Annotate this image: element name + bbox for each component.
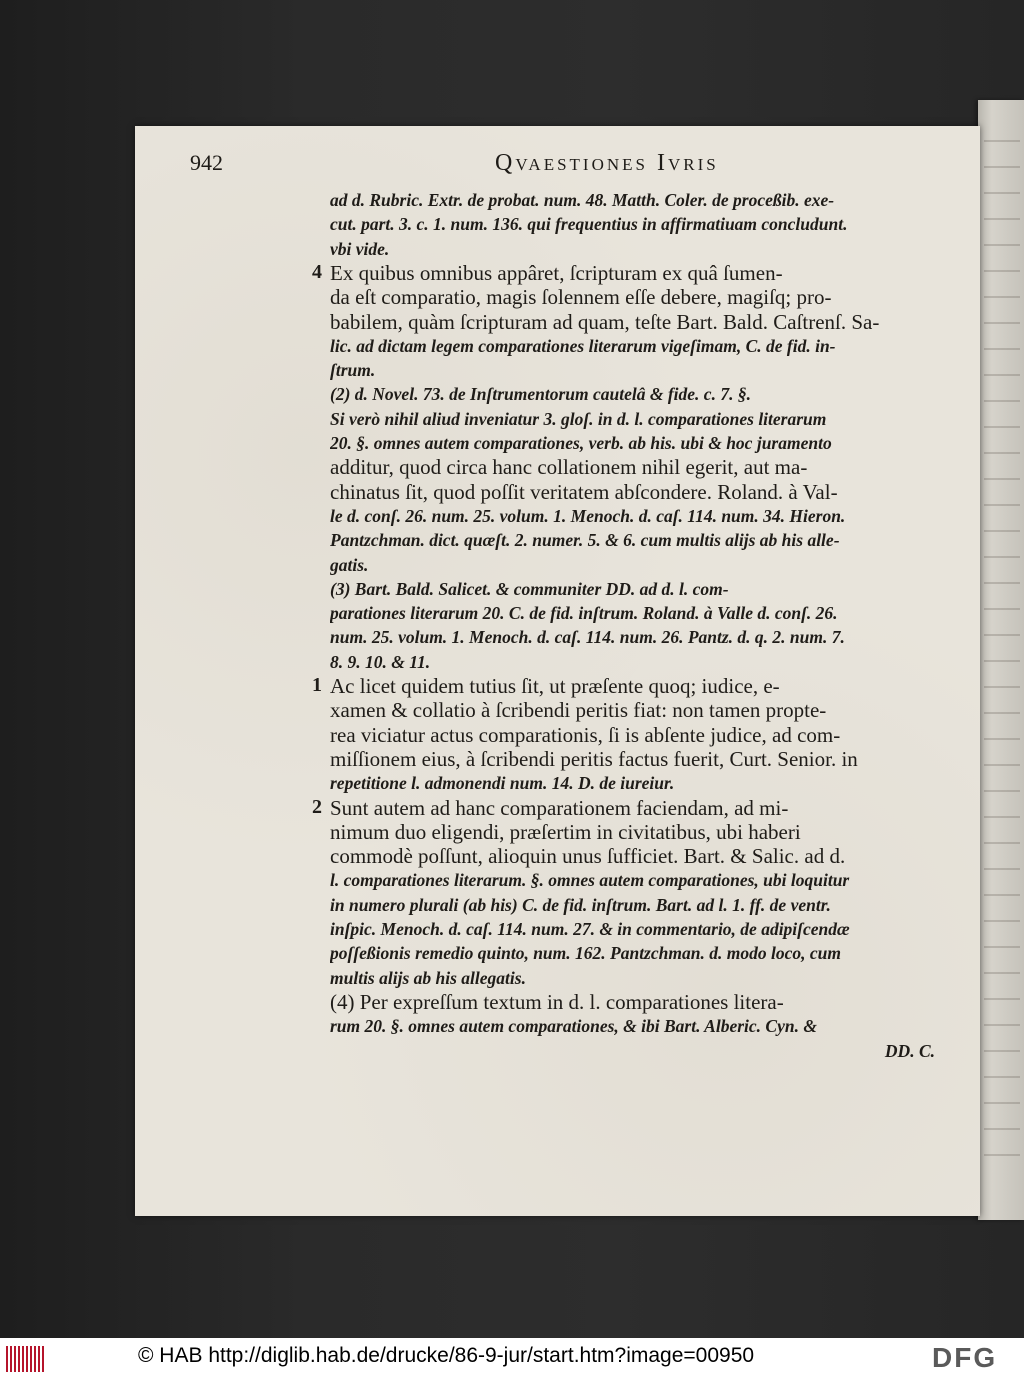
footer-bar (0, 1338, 1024, 1378)
text-line: repetitione l. admonendi num. 14. D. de iureiur. (330, 773, 675, 793)
text-line: l. comparationes literarum. §. omnes autem comparationes, ubi loquitur (330, 870, 850, 890)
page-header (190, 150, 890, 184)
facing-page-ghost-line (984, 296, 1020, 298)
facing-page-ghost-line (984, 1076, 1020, 1078)
facing-page-ghost-line (984, 244, 1020, 246)
facing-page-ghost-line (984, 894, 1020, 896)
page-number: 942 (190, 150, 223, 175)
facing-page-ghost-line (984, 192, 1020, 194)
text-line: da eſt comparatio, magis ſolennem eſſe debere, magiſq; pro- (330, 285, 832, 309)
margin-number: 2 (312, 796, 322, 818)
facing-page-ghost-line (984, 582, 1020, 584)
text-line: inſpic. Menoch. d. caſ. 114. num. 27. & in commentario, de adipiſcendæ (330, 919, 850, 939)
text-line: in numero plurali (ab his) C. de fid. inſtrum. Bart. ad l. 1. ff. de ventr. (330, 895, 831, 915)
facing-page-ghost-line (984, 452, 1020, 454)
text-line: lic. ad dictam legem comparationes literarum vigeſimam, C. de fid. in- (330, 336, 836, 356)
text-line: parationes literarum 20. C. de fid. inſtrum. Roland. à Valle d. conſ. 26. (330, 603, 838, 623)
facing-page-ghost-line (984, 140, 1020, 142)
facing-page-ghost-line (984, 686, 1020, 688)
dfg-logo: DFG (932, 1342, 998, 1373)
text-line: Ac licet quidem tutius ſit, ut præſente quoq; iudice, e- (330, 674, 780, 698)
text-line: multis alijs ab his allegatis. (330, 968, 526, 988)
text-line: miſſionem eius, à ſcribendi peritis factus fuerit, Curt. Senior. in (330, 747, 858, 771)
facing-page-ghost-line (984, 374, 1020, 376)
footer-copyright-url[interactable]: © HAB http://diglib.hab.de/drucke/86-9-jur/start.htm?image=00950 (138, 1344, 755, 1367)
text-line: (4) Per expreſſum textum in d. l. comparationes litera- (330, 990, 784, 1014)
facing-page-ghost-line (984, 322, 1020, 324)
facing-page-ghost-line (984, 816, 1020, 818)
facing-page-ghost-line (984, 504, 1020, 506)
text-line: (3) Bart. Bald. Salicet. & communiter DD. ad d. l. com- (330, 579, 729, 599)
text-line: poſſeßionis remedio quinto, num. 162. Pantzchman. d. modo loco, cum (330, 943, 841, 963)
text-line: xamen & collatio à ſcribendi peritis fiat: non tamen propte- (330, 698, 827, 722)
margin-number: 4 (312, 261, 322, 283)
facing-page-ghost-line (984, 1050, 1020, 1052)
margin-number: 1 (312, 674, 322, 696)
text-line: (2) d. Novel. 73. de Inſtrumentorum cautelâ & fide. c. 7. §. (330, 384, 751, 404)
facing-page-ghost-line (984, 1128, 1020, 1130)
text-line: 20. §. omnes autem comparationes, verb. ab his. ubi & hoc juramento (330, 433, 832, 453)
text-line: gatis. (330, 555, 369, 575)
facing-page-ghost-line (984, 608, 1020, 610)
facing-page-ghost-line (984, 738, 1020, 740)
text-line: le d. conſ. 26. num. 25. volum. 1. Menoch. d. caſ. 114. num. 34. Hieron. (330, 506, 846, 526)
text-line: commodè poſſunt, alioquin unus ſufficiet. Bart. & Salic. ad d. (330, 844, 846, 868)
facing-page-ghost-line (984, 946, 1020, 948)
facing-page-ghost-line (984, 920, 1020, 922)
facing-page-ghost-line (984, 868, 1020, 870)
text-line: additur, quod circa hanc collationem nihil egerit, aut ma- (330, 455, 808, 479)
facing-page-edge (978, 100, 1024, 1220)
facing-page-ghost-line (984, 764, 1020, 766)
running-head: Qvaestiones Ivris (495, 150, 719, 176)
facing-page-ghost-line (984, 972, 1020, 974)
facing-page-ghost-line (984, 1102, 1020, 1104)
facing-page-ghost-line (984, 166, 1020, 168)
text-line: chinatus ſit, quod poſſit veritatem abſcondere. Roland. à Val- (330, 480, 838, 504)
facing-page-ghost-line (984, 1024, 1020, 1026)
hab-logo-icon (6, 1346, 46, 1372)
text-line: Pantzchman. dict. quæſt. 2. numer. 5. & 6. cum multis alijs ab his alle- (330, 530, 840, 550)
facing-page-ghost-line (984, 712, 1020, 714)
text-line: cut. part. 3. c. 1. num. 136. qui frequentius in affirmatiuam concludunt. (330, 214, 848, 234)
text-line: nimum duo eligendi, præſertim in civitatibus, ubi haberi (330, 820, 801, 844)
text-line: vbi vide. (330, 239, 390, 259)
facing-page-ghost-line (984, 348, 1020, 350)
facing-page-ghost-line (984, 400, 1020, 402)
facing-page-ghost-line (984, 270, 1020, 272)
text-line: babilem, quàm ſcripturam ad quam, teſte Bart. Bald. Caſtrenſ. Sa- (330, 310, 880, 334)
text-line: ad d. Rubric. Extr. de probat. num. 48. Matth. Coler. de proceßib. exe- (330, 190, 835, 210)
facing-page-ghost-line (984, 842, 1020, 844)
facing-page-ghost-line (984, 478, 1020, 480)
text-line: rea viciatur actus comparationis, ſi is abſente judice, ad com- (330, 723, 841, 747)
facing-page-ghost-line (984, 530, 1020, 532)
facing-page-ghost-line (984, 634, 1020, 636)
text-line: Si verò nihil aliud inveniatur 3. gloſ. in d. l. comparationes literarum (330, 409, 827, 429)
facing-page-ghost-line (984, 426, 1020, 428)
text-line: 8. 9. 10. & 11. (330, 652, 431, 672)
facing-page-ghost-line (984, 556, 1020, 558)
text-line: rum 20. §. omnes autem comparationes, & ibi Bart. Alberic. Cyn. & (330, 1016, 817, 1036)
text-line: num. 25. volum. 1. Menoch. d. caſ. 114. num. 26. Pantz. d. q. 2. num. 7. (330, 627, 845, 647)
text-line: Sunt autem ad hanc comparationem faciendam, ad mi- (330, 796, 789, 820)
facing-page-ghost-line (984, 790, 1020, 792)
text-line: Ex quibus omnibus appâret, ſcripturam ex quâ ſumen- (330, 261, 783, 285)
text-line: DD. C. (884, 1041, 935, 1061)
facing-page-ghost-line (984, 660, 1020, 662)
facing-page-ghost-line (984, 998, 1020, 1000)
facing-page-ghost-line (984, 218, 1020, 220)
facing-page-ghost-line (984, 1154, 1020, 1156)
text-line: ſtrum. (330, 360, 376, 380)
